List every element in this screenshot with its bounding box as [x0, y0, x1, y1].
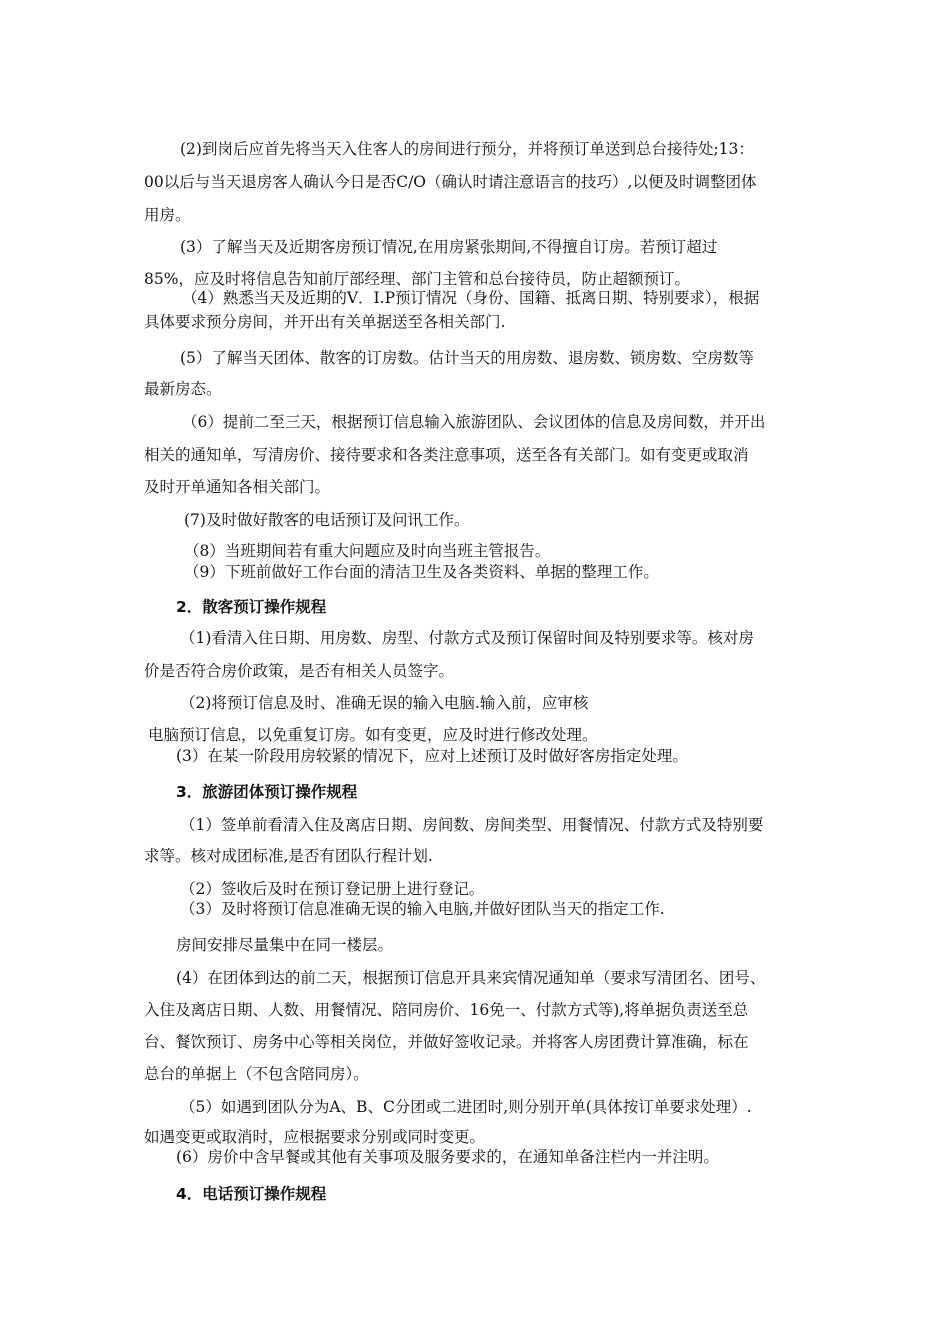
para-6-line-1: （6）提前二至三天，根据预订信息输入旅游团队、会议团体的信息及房间数，并开出 — [182, 413, 766, 431]
para-6-line-2: 相关的通知单，写清房价、接待要求和各类注意事项，送至各有关部门。如有变更或取消 — [144, 446, 749, 464]
grp-para-1-line-1: （1）签单前看清入住及离店日期、房间数、房间类型、用餐情况、付款方式及特别要 — [180, 816, 764, 834]
para-4-line-1: （4）熟悉当天及近期的V．I.P预订情况（身份、国籍、抵离日期、特别要求），根据 — [182, 289, 760, 307]
ind-para-1-line-1: （1)看清入住日期、用房数、房型、付款方式及预订保留时间及特别要求等。核对房 — [180, 629, 754, 647]
para-7-line-1: (7)及时做好散客的电话预订及问讯工作。 — [184, 511, 470, 529]
grp-para-4-line-4: 总台的单据上（不包含陪同房）。 — [144, 1065, 369, 1083]
para-9-line-1: （9）下班前做好工作台面的清洁卫生及各类资料、单据的整理工作。 — [184, 563, 659, 581]
grp-para-5-line-2: 如遇变更或取消时，应根据要求分别或同时变更。 — [144, 1128, 486, 1146]
para-3-line-2: 85%，应及时将信息告知前厅部经理、部门主管和总台接待员，防止超额预订。 — [144, 270, 690, 288]
para-4-line-2: 具体要求预分房间，并开出有关单据送至各相关部门. — [144, 313, 506, 331]
ind-para-1-line-2: 价是否符合房价政策，是否有相关人员签字。 — [144, 662, 455, 680]
para-2-line-1: (2)到岗后应首先将当天入住客人的房间进行预分，并将预订单送到总台接待处;13： — [180, 140, 754, 158]
heading-tour-group-booking: 3．旅游团体预订操作规程 — [176, 783, 358, 801]
para-2-line-3: 用房。 — [144, 206, 191, 224]
ind-para-2-line-2: 电脑预订信息，以免重复订房。如有变更，应及时进行修改处理。 — [148, 726, 598, 744]
grp-para-5-line-1: （5）如遇到团队分为A、B、C分团或二进团时,则分别开单(具体按订单要求处理）. — [180, 1098, 752, 1116]
grp-para-6-line-1: (6）房价中含早餐或其他有关事项及服务要求的，在通知单备注栏内一并注明。 — [176, 1148, 719, 1166]
para-6-line-3: 及时开单通知各相关部门。 — [144, 478, 331, 496]
grp-para-4-line-2: 入住及离店日期、人数、用餐情况、陪同房价、16免一、付款方式等),将单据负责送至总 — [144, 1001, 749, 1019]
grp-para-4-line-3: 台、餐饮预订、房务中心等相关岗位，并做好签收记录。并将客人房团费计算准确，标在 — [144, 1033, 749, 1051]
ind-para-2-line-1: （2)将预订信息及时、准确无误的输入电脑.输入前，应审核 — [180, 694, 589, 712]
grp-para-4-line-1: (4）在团体到达的前二天，根据预订信息开具来宾情况通知单（要求写清团名、团号、 — [176, 969, 766, 987]
grp-para-3-line-1: （3）及时将预订信息准确无误的输入电脑,并做好团队当天的指定工作. — [180, 900, 665, 918]
para-2-line-2: 00以后与当天退房客人确认今日是否C/O（确认时请注意语言的技巧）,以便及时调整团体 — [144, 173, 757, 191]
para-3-line-1: (3）了解当天及近期客房预订情况,在用房紧张期间,不得擅自订房。若预订超过 — [180, 238, 718, 256]
heading-phone-booking: 4．电话预订操作规程 — [176, 1185, 327, 1203]
grp-para-3-line-2: 房间安排尽量集中在同一楼层。 — [176, 936, 394, 954]
para-5-line-2: 最新房态。 — [144, 380, 222, 398]
para-8-line-1: （8）当班期间若有重大问题应及时向当班主管报告。 — [184, 542, 551, 560]
para-5-line-1: (5）了解当天团体、散客的订房数。估计当天的用房数、退房数、锁房数、空房数等 — [180, 349, 754, 367]
grp-para-2-line-1: （2）签收后及时在预订登记册上进行登记。 — [180, 880, 485, 898]
ind-para-3-line-1: (3）在某一阶段用房较紧的情况下，应对上述预订及时做好客房指定处理。 — [176, 747, 688, 765]
grp-para-1-line-2: 求等。核对成团标准,是否有团队行程计划. — [144, 847, 433, 865]
heading-individual-booking: 2．散客预订操作规程 — [176, 598, 327, 616]
